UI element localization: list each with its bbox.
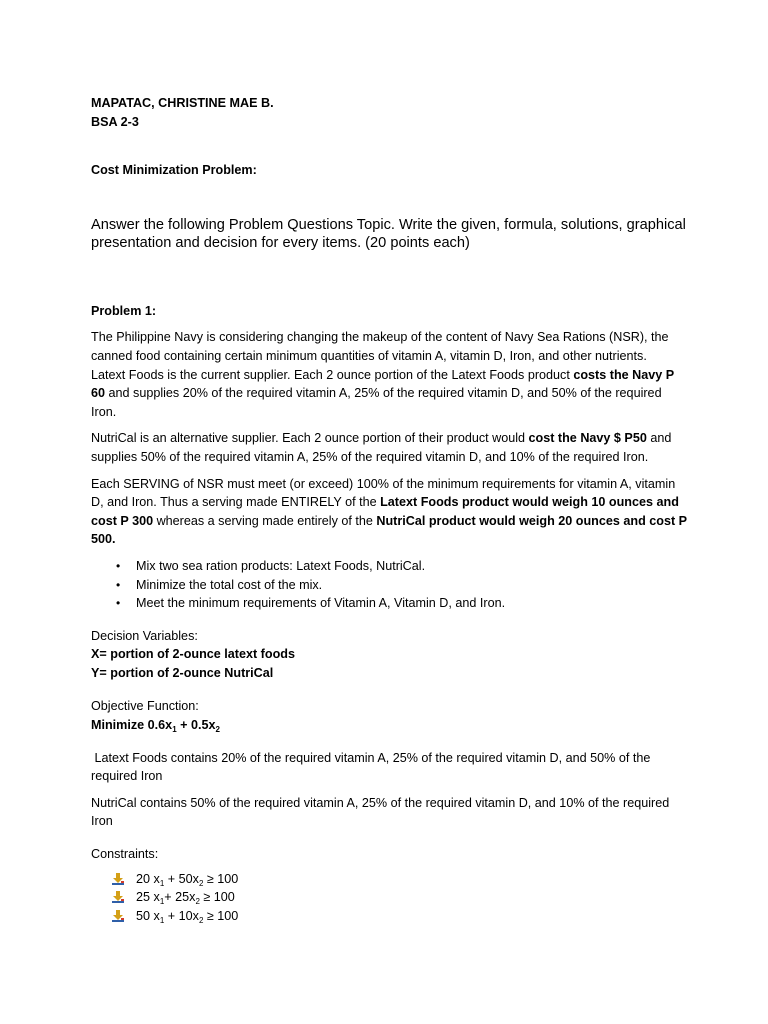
text-run: + 50x [164,871,199,886]
paragraph-line: 500. [91,532,116,547]
paragraph-line: Each SERVING of NSR must meet (or exceed) 100% of the minimum requirements for vitamin A, vitamin [91,476,676,491]
text-run: 50 x [136,908,160,923]
document-page [91,94,688,925]
text-run: 20 x [136,871,160,886]
latext-note [91,749,681,786]
bold-run: cost P 300 [91,513,154,528]
text-run: ≥ 100 [203,871,239,886]
paragraph-line [91,512,688,531]
constraint-item [91,870,681,889]
decision-variable-x: X= portion of 2-ounce latext foods [91,647,295,662]
subscript: 2 [195,897,200,907]
text-run: Minimize 0.6x [91,718,173,733]
paragraph-line: NutriCal contains 50% of the required vitamin A, 25% of the required vitamin D, and 10% of the required [91,795,670,810]
goals-list [91,557,681,613]
bullet-icon: • [116,577,121,592]
constraint-item [91,888,681,907]
text-run: D, and Iron. Thus a serving made ENTIRELY of the [91,495,381,510]
bold-run: Latext Foods product would weigh 10 ounces and [380,495,679,510]
problem-label: Problem 1: [91,303,157,318]
list-item [91,576,681,595]
nutrical-note [91,794,681,831]
text-run: NutriCal is an alternative supplier. Each 2 ounce portion of their product would [91,431,529,446]
subscript: 1 [159,915,165,925]
constraints-label: Constraints: [91,847,159,862]
arrow-down-icon [112,910,124,922]
list-item-text: Minimize the total cost of the mix. [136,577,323,592]
text-run: whereas a serving made entirely of the [153,513,377,528]
paragraph-line [91,493,681,512]
paragraph-line: Iron [91,814,113,829]
text-run: + 0.5x [176,718,216,733]
instructions [91,216,686,252]
paragraph-line: The Philippine Navy is considering changing the makeup of the content of Navy Sea Rations (NSR), the [91,330,669,345]
list-item-text: Meet the minimum requirements of Vitamin A, Vitamin D, and Iron. [136,596,506,611]
instructions-line: Answer the following Problem Questions Topic. Write the given, formula, solutions, graphical [91,216,686,233]
paragraph-line: required Iron [91,769,163,784]
problem-paragraph-3 [91,475,688,549]
text-run: ≥ 100 [203,908,239,923]
decision-variable-y: Y= portion of 2-ounce NutriCal [91,665,274,680]
paragraph-line: supplies 50% of the required vitamin A, 25% of the required vitamin D, and 10% of the required Iron. [91,449,649,464]
bold-run: costs the Navy P [573,367,675,382]
bold-run: NutriCal product would weigh 20 ounces and cost P [376,513,688,528]
objective-function [91,716,681,737]
paragraph-line: canned food containing certain minimum quantities of vitamin A, vitamin D, Iron, and other nutrients. [91,348,647,363]
paragraph-line [91,384,681,403]
problem-paragraph-1 [91,328,681,421]
text-run: Latext Foods is the current supplier. Each 2 ounce portion of the Latext Foods product [91,367,574,382]
constraints-list [91,870,681,926]
subscript: 2 [198,878,204,888]
text-run: and supplies 20% of the required vitamin A, 25% of the required vitamin D, and 50% of the required [105,386,662,401]
bold-run: cost the Navy $ P50 [528,431,647,446]
bullet-icon: • [116,596,121,611]
list-item [91,557,681,576]
paragraph-line: Iron. [91,404,117,419]
text-run: 25 x [136,890,160,905]
subscript: 2 [198,915,204,925]
text-run: + 10x [164,908,199,923]
list-item [91,594,681,613]
bold-run: 60 [91,386,106,401]
author-name: MAPATAC, CHRISTINE MAE B. [91,96,274,110]
instructions-line: presentation and decision for every items. (20 points each) [91,234,470,251]
text-run: + 25x [164,890,196,905]
arrow-down-icon [112,873,124,885]
text-run: and [646,431,672,446]
subscript: 2 [215,725,220,735]
paragraph-line [91,429,681,448]
subscript: 1 [159,878,165,888]
text-run: ≥ 100 [199,890,235,905]
problem-paragraph-2 [91,429,681,466]
class-section: BSA 2-3 [91,114,139,129]
bullet-icon: • [116,558,121,573]
paragraph-line: Latext Foods contains 20% of the required vitamin A, 25% of the required vitamin D, and 50% of the [91,750,651,765]
constraint-item [91,907,681,926]
document-title: Cost Minimization Problem: [91,163,257,178]
decision-variables-label: Decision Variables: [91,628,198,643]
list-item-text: Mix two sea ration products: Latext Foods, NutriCal. [136,558,426,573]
subscript: 1 [159,897,165,907]
subscript: 1 [172,725,177,735]
arrow-down-icon [112,891,124,903]
objective-function-label: Objective Function: [91,699,199,714]
paragraph-line [91,366,681,385]
